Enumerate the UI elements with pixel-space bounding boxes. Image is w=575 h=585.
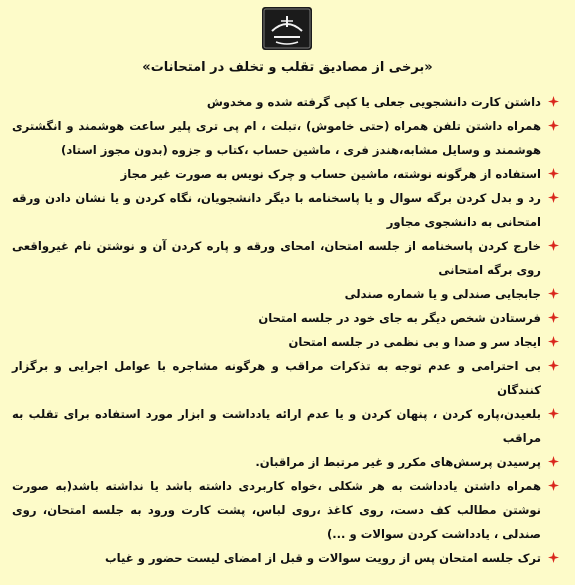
- list-item-text: همراه داشتن تلفن همراه (حتی خاموش) ،تبلت ، ام پی تری پلیر ساعت هوشمند و انگشتری هوشمند و وسایل مشابه،هندز فری ، ماشین حساب ،کتاب و جزوه (بدون مجوز استاد): [12, 119, 541, 157]
- list-item: [12, 450, 561, 474]
- list-item-text: پرسیدن پرسش‌های مکرر و غیر مرتبط از مراقبان.: [255, 455, 541, 469]
- list-item-text: بی احترامی و عدم توجه به تذکرات مراقب و هرگونه مشاجره با عوامل اجرایی و برگزار کنندگان: [12, 359, 541, 397]
- violations-list: [12, 90, 561, 570]
- list-item: [12, 330, 561, 354]
- diamond-bullet-icon: [548, 552, 559, 563]
- diamond-bullet-icon: [548, 240, 559, 251]
- list-item-text: همراه داشتن یادداشت به هر شکلی ،خواه کاربردی داشته باشد یا نداشته باشد(به صورت نوشتن مطالب کف دست، روی کاغذ ،روی لباس، پشت کارت ورود به جلسه امتحان، روی صندلی ، یادداشت کردن سوالات و ...): [12, 479, 541, 541]
- list-item-text: بلعیدن،پاره کردن ، پنهان کردن و یا عدم ارائه یادداشت و ابزار مورد استفاده برای تقلب به مراقب: [12, 407, 541, 445]
- list-item-text: رد و بدل کردن برگه سوال و یا پاسخنامه با دیگر دانشجویان، نگاه کردن و یا نشان دادن ورقه امتحانی به دانشجوی مجاور: [12, 191, 541, 229]
- diamond-bullet-icon: [548, 360, 559, 371]
- list-item: [12, 402, 561, 450]
- list-item-text: فرستادن شخص دیگر به جای خود در جلسه امتحان: [258, 311, 541, 325]
- diamond-bullet-icon: [548, 168, 559, 179]
- list-item-text: جابجایی صندلی و یا شماره صندلی: [344, 287, 541, 301]
- list-item-text: ایجاد سر و صدا و بی نظمی در جلسه امتحان: [288, 335, 541, 349]
- page-title: «برخی از مصادیق تقلب و تخلف در امتحانات»: [142, 60, 433, 75]
- diamond-bullet-icon: [548, 408, 559, 419]
- diamond-bullet-icon: [548, 312, 559, 323]
- emblem-icon: [262, 7, 312, 50]
- list-item: [12, 186, 561, 234]
- list-item-text: خارج کردن پاسخنامه از جلسه امتحان، امحای ورقه و پاره کردن آن و نوشتن نام غیرواقعی روی برگه امتحانی: [12, 239, 541, 277]
- list-item-text: استفاده از هرگونه نوشته، ماشین حساب و چرک نویس به صورت غیر مجاز: [120, 167, 541, 181]
- list-item-text: ترک جلسه امتحان پس از رویت سوالات و قبل از امضای لیست حضور و غیاب: [105, 551, 541, 565]
- diamond-bullet-icon: [548, 96, 559, 107]
- list-item: [12, 282, 561, 306]
- list-item: [12, 234, 561, 282]
- diamond-bullet-icon: [548, 288, 559, 299]
- list-item: [12, 90, 561, 114]
- list-item: [12, 354, 561, 402]
- list-item: [12, 306, 561, 330]
- diamond-bullet-icon: [548, 192, 559, 203]
- list-item: [12, 546, 561, 570]
- list-item: [12, 474, 561, 546]
- diamond-bullet-icon: [548, 480, 559, 491]
- diamond-bullet-icon: [548, 120, 559, 131]
- list-item: [12, 162, 561, 186]
- university-logo: [262, 7, 312, 50]
- diamond-bullet-icon: [548, 456, 559, 467]
- list-item: [12, 114, 561, 162]
- diamond-bullet-icon: [548, 336, 559, 347]
- list-item-text: داشتن کارت دانشجویی جعلی یا کپی گرفته شده و مخدوش: [206, 95, 541, 109]
